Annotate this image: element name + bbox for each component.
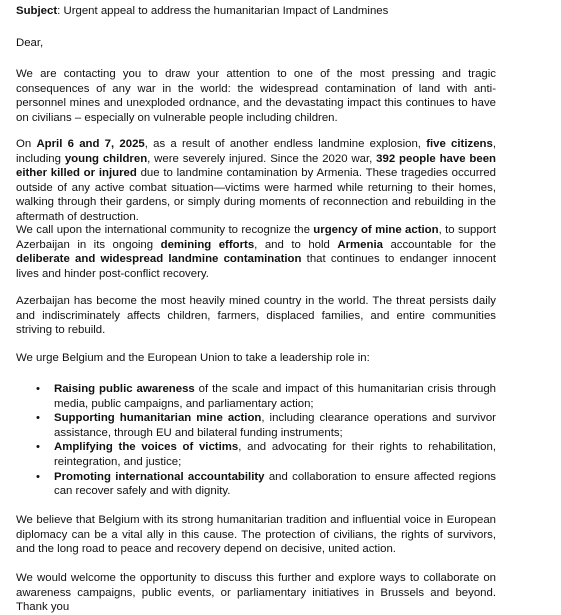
bold-victims: five citizens (426, 138, 493, 150)
paragraph-urge: We urge Belgium and the European Union to take a leadership role in: (16, 352, 370, 364)
text-run: , to support Azerbaijan in its ongoing (16, 224, 496, 251)
list-item-bold: Amplifying the voices of victims (54, 441, 239, 454)
list-item-text: of the scale and impact of this humanitarian crisis through media, public campaigns, and parliamentary action; (54, 383, 496, 410)
text-run: that continues to endanger innocent lives and hinder post-conflict recovery. (16, 253, 496, 280)
bullet-icon: • (36, 412, 40, 425)
list-item-bold: Raising public awareness (54, 383, 195, 395)
list-item-text: , including clearance operations and survivor assistance, through EU and bilateral funding instruments; (54, 412, 496, 439)
text-run: due to landmine contamination by Armenia. These tragedies occurred outside of any active combat situation—victims were harmed while returning to their homes, walking through their gardens, or simply during moments of reconnection and rebuilding in the aftermath of destruction. (16, 167, 496, 223)
text-run: , as a result of another endless landmine explosion, (144, 138, 427, 150)
bold-children: young children (64, 152, 148, 165)
bold-urgency: urgency of mine action (313, 224, 439, 236)
paragraph-closing: We would welcome the opportunity to discuss this further and explore ways to collaborate on awareness campaigns, public events, or parliamentary initiatives in Brussels and beyond. Thank you (16, 572, 496, 614)
list-item-bold: Supporting humanitarian mine action (54, 412, 262, 425)
list-item-bold: Promoting international accountability (54, 470, 265, 483)
list-item (16, 470, 496, 499)
text-run: , were severely injured. Since the 2020 war, (147, 152, 377, 165)
paragraph-belgium: We believe that Belgium with its strong humanitarian tradition and influential voice in European diplomacy can be a vital ally in this cause. The protection of civilians, the rights of survivors, and the long road to peace and recovery depend on decisive, united action. (16, 514, 496, 556)
subject-text: : Urgent appeal to address the humanitarian Impact of Landmines (57, 5, 389, 17)
text-run: We call upon the international community to recognize the (16, 224, 314, 236)
bullet-icon: • (36, 383, 40, 395)
text-run: On (16, 138, 37, 150)
text-run: accountable for the (382, 238, 496, 251)
paragraph-context: Azerbaijan has become the most heavily mined country in the world. The threat persists daily and indiscriminately affects children, farmers, displaced families, and entire communities striving to rebuild. (16, 295, 496, 337)
list-item-text: , and advocating for their rights to rehabilitation, reintegration, and justice; (54, 441, 496, 468)
bullet-icon: • (36, 470, 40, 483)
list-item (16, 440, 496, 469)
text-run: , and to hold (254, 238, 338, 251)
bold-casualty-count: 392 people have been either killed or injured (16, 152, 496, 180)
bold-armenia: Armenia (337, 238, 383, 251)
paragraph-intro: We are contacting you to draw your attention to one of the most pressing and tragic consequences of any war in the world: the widespread contamination of land with anti-personnel mines and unexploded ordnance, and the devastating impact this continues to have on civilians – especially on vulnerable people including children. (16, 68, 496, 124)
paragraph-incident (16, 137, 496, 225)
paragraph-call-to-action (16, 223, 496, 281)
salutation: Dear, (16, 37, 44, 49)
list-item (16, 382, 496, 411)
text-run: , including (16, 138, 497, 165)
subject-label: Subject (16, 5, 58, 17)
action-list (16, 382, 496, 499)
bold-contamination: deliberate and widespread landmine contamination (16, 253, 302, 266)
bold-date: April 6 and 7, 2025 (36, 138, 145, 150)
list-item (16, 411, 496, 440)
bullet-icon: • (36, 441, 40, 454)
bold-demining: demining efforts (160, 238, 255, 251)
list-item-text: and collaboration to ensure affected regions can recover safely and with dignity. (54, 470, 496, 498)
subject-line (16, 4, 496, 19)
